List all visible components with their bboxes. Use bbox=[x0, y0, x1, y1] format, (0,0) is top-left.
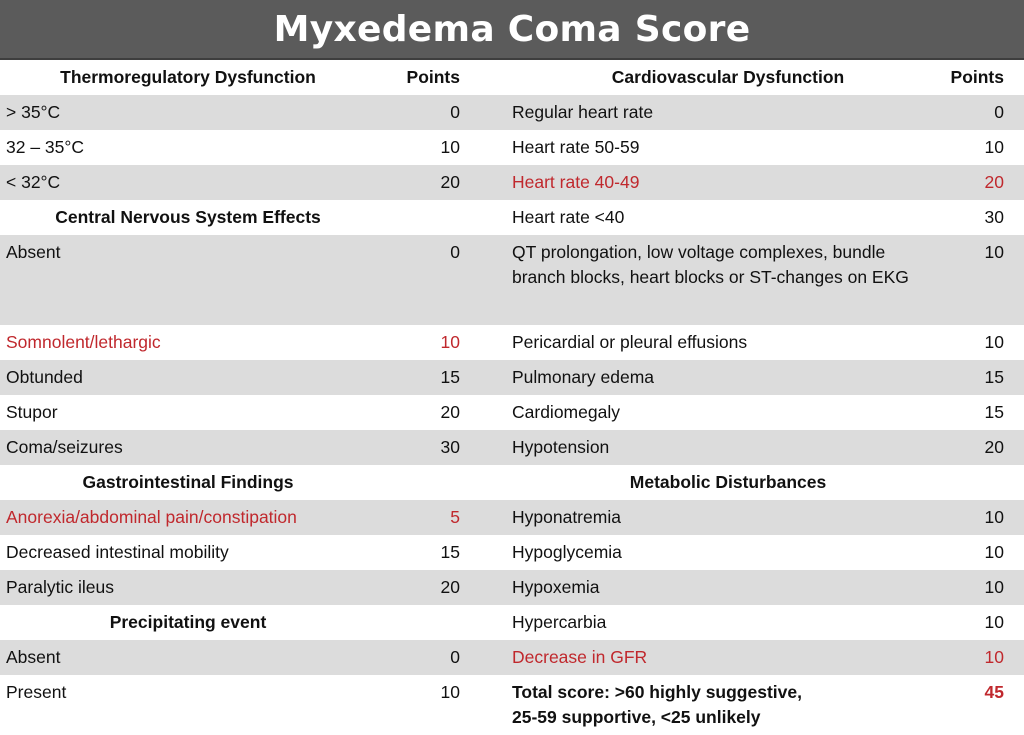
score-row bbox=[512, 235, 1024, 325]
points-value: 0 bbox=[450, 242, 460, 262]
points-value: 45 bbox=[984, 682, 1004, 702]
points-value: 5 bbox=[450, 507, 460, 527]
score-row bbox=[0, 675, 512, 735]
score-table bbox=[0, 60, 1024, 735]
points-value: 20 bbox=[440, 172, 460, 192]
right-column bbox=[512, 60, 1024, 735]
points-value: 10 bbox=[984, 612, 1004, 632]
score-row bbox=[512, 200, 1024, 235]
criterion-label: 32 – 35°C bbox=[6, 137, 85, 157]
section-header-row bbox=[512, 465, 1024, 500]
score-row bbox=[0, 535, 512, 570]
criterion-label: > 35°C bbox=[6, 102, 61, 122]
points-value: 10 bbox=[440, 332, 460, 352]
score-row bbox=[0, 570, 512, 605]
criterion-label: Cardiomegaly bbox=[512, 402, 620, 422]
section-header-row bbox=[0, 200, 512, 235]
criterion-label: Present bbox=[6, 682, 67, 702]
score-row bbox=[512, 535, 1024, 570]
score-row bbox=[0, 95, 512, 130]
points-value: 15 bbox=[440, 542, 460, 562]
criterion-label: Decrease in GFR bbox=[512, 647, 648, 667]
title-bar bbox=[0, 0, 1024, 60]
criterion-label: Hyponatremia bbox=[512, 507, 621, 527]
section-header-label: Precipitating event bbox=[109, 612, 267, 632]
score-row bbox=[512, 570, 1024, 605]
points-value: 15 bbox=[984, 367, 1004, 387]
score-row bbox=[512, 675, 1024, 735]
points-header: Points bbox=[950, 67, 1004, 87]
points-value: 20 bbox=[440, 577, 460, 597]
points-value: 10 bbox=[984, 242, 1004, 262]
criterion-label: QT prolongation, low voltage complexes, bundle branch blocks, heart blocks or ST-changes on EKG bbox=[512, 242, 909, 287]
criterion-label: Somnolent/lethargic bbox=[6, 332, 161, 352]
criterion-label: Heart rate 50-59 bbox=[512, 137, 640, 157]
criterion-label: Pericardial or pleural effusions bbox=[512, 332, 748, 352]
score-row bbox=[512, 360, 1024, 395]
points-value: 10 bbox=[440, 137, 460, 157]
criterion-label: Heart rate <40 bbox=[512, 207, 625, 227]
points-value: 30 bbox=[984, 207, 1004, 227]
score-row bbox=[0, 130, 512, 165]
page-title: Myxedema Coma Score bbox=[273, 8, 751, 50]
criterion-label: Obtunded bbox=[6, 367, 83, 387]
criterion-label: Heart rate 40-49 bbox=[512, 172, 640, 192]
section-header-label: Gastrointestinal Findings bbox=[82, 472, 294, 492]
points-value: 30 bbox=[440, 437, 460, 457]
criterion-label: Hypercarbia bbox=[512, 612, 607, 632]
points-value: 0 bbox=[450, 647, 460, 667]
score-row bbox=[0, 640, 512, 675]
points-value: 10 bbox=[984, 137, 1004, 157]
section-header-row bbox=[0, 60, 512, 95]
section-header-label: Central Nervous System Effects bbox=[55, 207, 321, 227]
left-column bbox=[0, 60, 512, 735]
score-row bbox=[512, 130, 1024, 165]
criterion-label: < 32°C bbox=[6, 172, 61, 192]
criterion-label: Decreased intestinal mobility bbox=[6, 542, 229, 562]
points-value: 10 bbox=[984, 577, 1004, 597]
score-row bbox=[512, 500, 1024, 535]
section-header-row bbox=[512, 60, 1024, 95]
criterion-label: Regular heart rate bbox=[512, 102, 654, 122]
criterion-label: Absent bbox=[6, 242, 61, 262]
score-row bbox=[0, 360, 512, 395]
score-row bbox=[512, 430, 1024, 465]
points-value: 20 bbox=[440, 402, 460, 422]
criterion-label: Pulmonary edema bbox=[512, 367, 655, 387]
section-header-label: Thermoregulatory Dysfunction bbox=[60, 67, 316, 87]
score-row bbox=[512, 395, 1024, 430]
points-value: 15 bbox=[984, 402, 1004, 422]
score-row bbox=[0, 325, 512, 360]
points-value: 10 bbox=[984, 507, 1004, 527]
points-value: 20 bbox=[984, 172, 1004, 192]
score-row bbox=[512, 325, 1024, 360]
section-header-row bbox=[0, 605, 512, 640]
score-row bbox=[0, 165, 512, 200]
criterion-label: Anorexia/abdominal pain/constipation bbox=[6, 507, 297, 527]
score-row bbox=[0, 395, 512, 430]
points-value: 10 bbox=[984, 647, 1004, 667]
score-row bbox=[512, 165, 1024, 200]
criterion-label: Hypoglycemia bbox=[512, 542, 622, 562]
criterion-label: Hypoxemia bbox=[512, 577, 600, 597]
section-header-label: Metabolic Disturbances bbox=[629, 472, 827, 492]
points-value: 0 bbox=[450, 102, 460, 122]
section-header-label: Cardiovascular Dysfunction bbox=[611, 67, 845, 87]
score-row bbox=[0, 235, 512, 325]
score-row bbox=[512, 95, 1024, 130]
points-value: 10 bbox=[440, 682, 460, 702]
points-value: 15 bbox=[440, 367, 460, 387]
score-row bbox=[512, 640, 1024, 675]
score-row bbox=[0, 500, 512, 535]
points-value: 0 bbox=[994, 102, 1004, 122]
section-header-row bbox=[0, 465, 512, 500]
criterion-label: Absent bbox=[6, 647, 61, 667]
criterion-label: Paralytic ileus bbox=[6, 577, 114, 597]
score-row bbox=[512, 605, 1024, 640]
criterion-label: Stupor bbox=[6, 402, 58, 422]
points-value: 10 bbox=[984, 332, 1004, 352]
points-header: Points bbox=[406, 67, 460, 87]
points-value: 20 bbox=[984, 437, 1004, 457]
criterion-label: Hypotension bbox=[512, 437, 610, 457]
criterion-label: Coma/seizures bbox=[6, 437, 123, 457]
points-value: 10 bbox=[984, 542, 1004, 562]
score-row bbox=[0, 430, 512, 465]
criterion-label: Total score: >60 highly suggestive, 25-59 supportive, <25 unlikely bbox=[512, 682, 802, 727]
